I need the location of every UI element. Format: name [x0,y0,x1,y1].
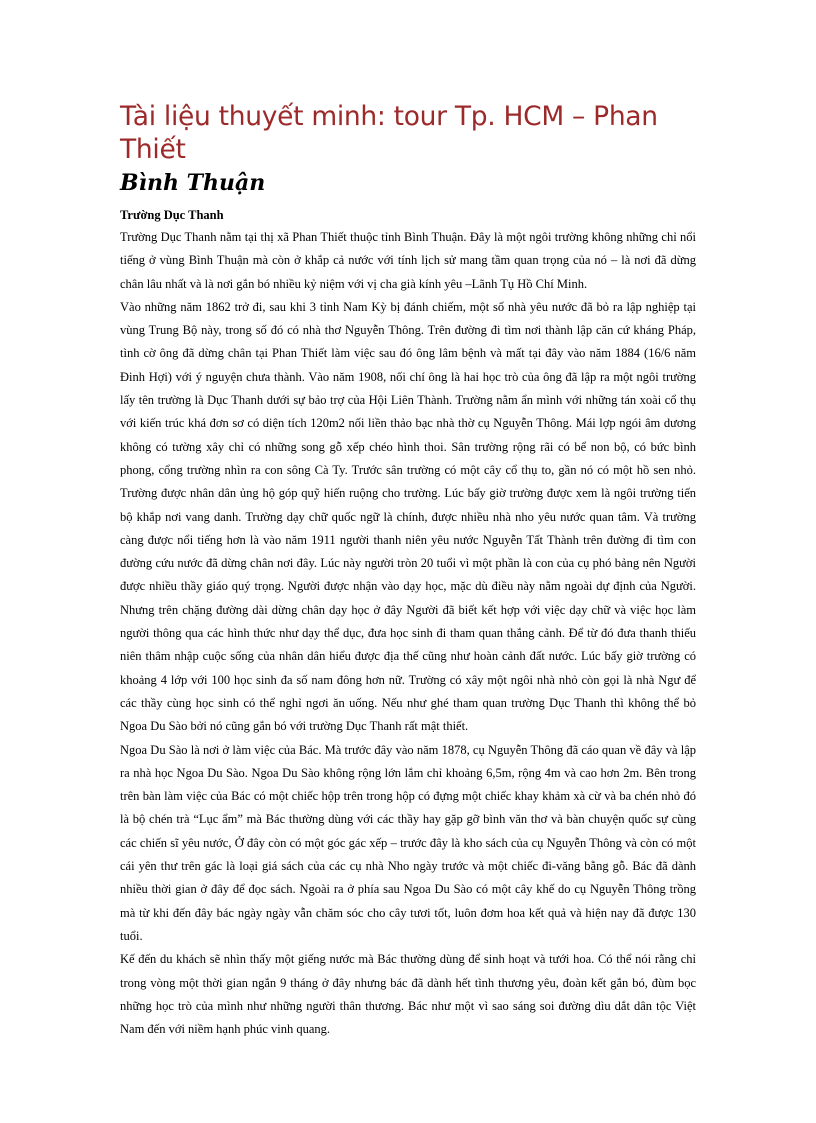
document-title: Tài liệu thuyết minh: tour Tp. HCM – Phan Thiết [120,101,658,165]
section-heading: Trường Dục Thanh [120,208,224,222]
paragraph-history: Vào những năm 1862 trở đi, sau khi 3 tỉnh Nam Kỳ bị đánh chiếm, một số nhà yêu nước đã bỏ ra lập nghiệp tại vùng Trung Bộ này, trong số đó có nhà thơ Nguyễn Thông. Trên đường đi tìm nơi thành lập căn cứ kháng Pháp, tình cờ ông đã dừng chân tại Phan Thiết làm việc sau đó ông lâm bệnh và mất tại đây vào năm 1884 (16/6 năm Đinh Hợi) với ý nguyện chưa thành. Vào năm 1908, nối chí ông là hai học trò của ông đã lập ra một ngôi trường lấy tên trường là Dục Thanh dưới sự bảo trợ của Hội Liên Thành. Trường nằm ẩn mình với những tán xoài cổ thụ với kiến trúc khá đơn sơ có diện tích 120m2 nối liền thảo bạc nhà thờ cụ Nguyễn Thông. Mái lợp ngói âm dương không có tường xây chỉ có những song gỗ xếp chéo hình thoi. Sân trường rộng rãi có bể non bộ, có bức bình phong, cổng trường nhìn ra con sông Cà Ty. Trước sân trường có một cây cổ thụ to, gần nó có một hồ sen nhỏ. Trường được nhân dân ủng hộ góp quỹ hiến ruộng cho trường. Lúc bấy giờ trường được xem là ngôi trường tiến bộ khắp nơi vang danh. Trường dạy chữ quốc ngữ là chính, được nhiều nhà nho yêu nước quan tâm. Và trường càng được nổi tiếng hơn là vào năm 1911 người thanh niên yêu nước Nguyễn Tất Thành trên đường đi tìm con đường cứu nước đã dừng chân nơi đây. Lúc này người tròn 20 tuổi vì một phần là con của cụ phó bảng nên Người được nhiều thầy giáo quý trọng. Người được nhận vào dạy học, mặc dù điều này nằm ngoài dự định của Người. Nhưng trên chặng đường dài dừng chân dạy học ở đây Người đã biết kết hợp với việc dạy chữ và việc học làm người thông qua các hình thức như dạy thể dục, đưa học sinh đi tham quan thắng cảnh. Để từ đó đưa thanh thiếu niên thâm nhập cuộc sống của nhân dân hiểu được địa thế cũng như hoàn cảnh đất nước. Lúc bấy giờ trường có khoảng 4 lớp với 100 học sinh đa số nam đông hơn nữ. Trường có xây một ngôi nhà nhỏ còn gọi là nhà Ngư để các thầy cùng học sinh có thể nghỉ ngơi ăn uống. Nếu như ghé tham quan trường Dục Thanh thì không thể bỏ Ngoa Du Sào bởi nó cũng gắn bó với trường Dục Thanh rất mật thiết. [120,299,696,734]
paragraph-ngoa-du-sao: Ngoa Du Sào là nơi ở làm việc của Bác. Mà trước đây vào năm 1878, cụ Nguyễn Thông đã cáo quan về đây và lập ra nhà học Ngoa Du Sào. Ngoa Du Sào không rộng lớn lắm chỉ khoảng 6,5m, rộng 4m và cao hơn 2m. Bên trong trên bàn làm việc của Bác có một chiếc hộp trên trong hộp có đựng một chiếc khay khảm xà cừ và ba chén nhỏ đó là bộ chén trà “Lục ẩm” mà Bác thường dùng với các thầy hay gặp gỡ bình văn thơ và bàn chuyện quốc sự cùng các chiến sĩ yêu nước, Ở đây còn có một góc gác xếp – trước đây là kho sách của cụ Nguyễn Thông và còn có một cái yên thư trên gác là loại giá sách của các cụ nhà Nho ngày trước và một chiếc đi-văng bằng gỗ. Bác đã dành nhiều thời gian ở đây để đọc sách. Ngoài ra ở phía sau Ngoa Du Sào có một cây khế do cụ Nguyễn Thông trồng mà từ khi đến đây bác ngày ngày vẫn chăm sóc cho cây tươi tốt, luôn đơm hoa kết quả và hiện nay đã được 130 tuổi. [120,742,696,943]
paragraph-intro: Trường Dục Thanh nằm tại thị xã Phan Thiết thuộc tỉnh Bình Thuận. Đây là một ngôi trường không những chỉ nổi tiếng ở vùng Bình Thuận mà còn ở khắp cả nước với tính lịch sử mang tầm quan trọng của nó – là nơi đã dừng chân lâu nhất và là nơi gắn bó nhiều kỷ niệm với vị cha già kính yêu –Lãnh Tụ Hồ Chí Minh. [120,230,696,291]
paragraph-well: Kế đến du khách sẽ nhìn thấy một giếng nước mà Bác thường dùng để sinh hoạt và tưới hoa. Có thể nói rằng chỉ trong vòng một thời gian ngắn 9 tháng ở đây nhưng bác đã dành hết tình thương yêu, đoàn kết gắn bó, đùm bọc những học trò của mình như những người thân thương. Bác như một vì sao sáng soi đường dìu dắt dân tộc Việt Nam đến với niềm hạnh phúc vinh quang. [120,952,696,1037]
document-page [120,100,696,1041]
document-subtitle: Bình Thuận [120,170,266,196]
